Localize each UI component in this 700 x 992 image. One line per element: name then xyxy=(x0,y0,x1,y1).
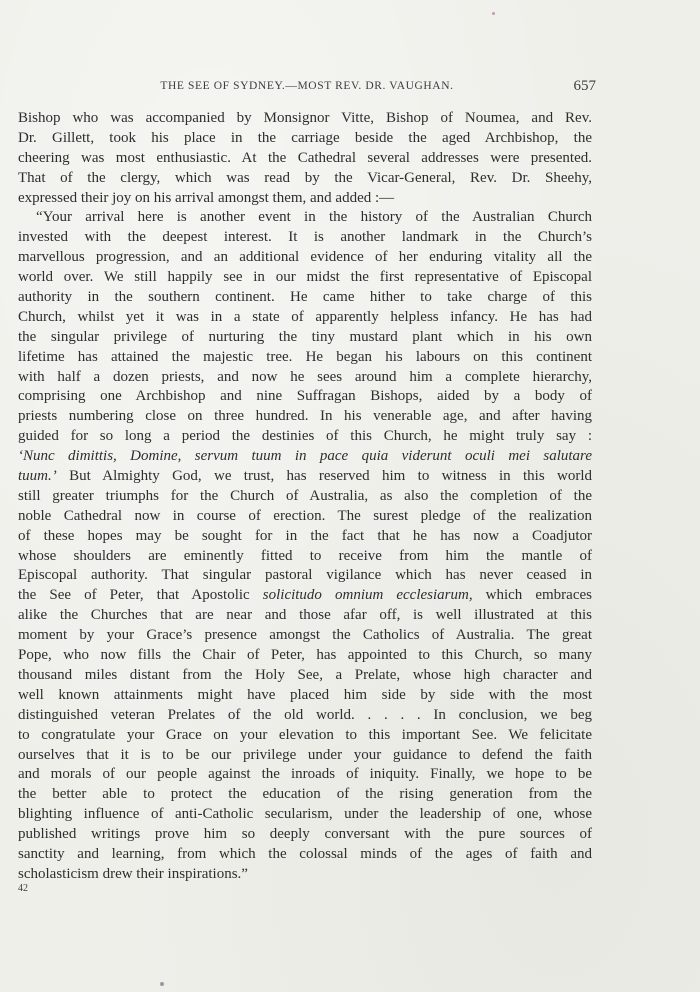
text-line: alike the Churches that are near and those afar off, is well illustrated at this xyxy=(18,607,592,624)
text-line: tuum.’ But Almighty God, we trust, has reserved him to witness in this world xyxy=(18,468,592,485)
text-line: the See of Peter, that Apostolic solicitudo omnium ecclesiarum, which embraces xyxy=(18,587,592,604)
text-line: world over. We still happily see in our midst the first representative of Episcopal xyxy=(18,269,592,286)
text-line: noble Cathedral now in course of erection. The surest pledge of the realization xyxy=(18,507,592,524)
text-line: Church, whilst yet it was in a state of apparently helpless infancy. He has had xyxy=(18,308,592,325)
text-line: well known attainments might have placed him side by side with the most xyxy=(18,686,592,703)
text-line: guided for so long a period the destinies of this Church, he might truly say : xyxy=(18,428,592,445)
page-number: 657 xyxy=(573,78,596,94)
text-line: invested with the deepest interest. It is another landmark in the Church’s xyxy=(18,229,592,246)
text-line: authority in the southern continent. He came hither to take charge of this xyxy=(18,289,592,306)
paper-speck xyxy=(160,982,164,986)
text-line: lifetime has attained the majestic tree. He began his labours on this continent xyxy=(18,348,592,365)
text-line: still greater triumphs for the Church of Australia, as also the completion of the xyxy=(18,487,592,504)
text-line: thousand miles distant from the Holy See, a Prelate, whose high character and xyxy=(18,666,592,683)
text-line: with half a dozen priests, and now he sees around him a complete hierarchy, xyxy=(18,368,592,385)
text-line: whose shoulders are eminently fitted to receive from him the mantle of xyxy=(18,547,592,564)
text-line: the singular privilege of nurturing the tiny mustard plant which in his own xyxy=(18,328,592,345)
text-line: distinguished veteran Prelates of the old world. . . . . In conclusion, we beg xyxy=(18,706,592,723)
text-line: scholasticism drew their inspirations.” xyxy=(18,865,248,882)
text-line: moment by your Grace’s presence amongst the Catholics of Australia. The great xyxy=(18,627,592,644)
paper-speck xyxy=(492,12,495,15)
text-line: Episcopal authority. That singular pastoral vigilance which has never ceased in xyxy=(18,567,592,584)
body-text xyxy=(18,109,592,885)
text-line: published writings prove him so deeply conversant with the pure sources of xyxy=(18,826,592,843)
text-line: sanctity and learning, from which the colossal minds of the ages of faith and xyxy=(18,845,592,862)
text-line: and morals of our people against the inroads of iniquity. Finally, we hope to be xyxy=(18,766,592,783)
text-line: the better able to protect the education of the rising generation from the xyxy=(18,786,592,803)
text-line: “Your arrival here is another event in the history of the Australian Church xyxy=(36,209,592,226)
page-header xyxy=(18,78,596,98)
text-line: cheering was most enthusiastic. At the Cathedral several addresses were presented. xyxy=(18,149,592,166)
text-line: ‘Nunc dimittis, Domine, servum tuum in pace quia viderunt oculi mei salutare xyxy=(18,448,592,465)
text-line: That of the clergy, which was read by the Vicar-General, Rev. Dr. Sheehy, xyxy=(18,169,592,186)
text-line: blighting influence of anti-Catholic secularism, under the leadership of one, whose xyxy=(18,806,592,823)
text-line: priests numbering close on three hundred. In his venerable age, and after having xyxy=(18,408,592,425)
text-line: of these hopes may be sought for in the fact that he has now a Coadjutor xyxy=(18,527,592,544)
text-line: to congratulate your Grace on your elevation to this important See. We felicitate xyxy=(18,726,592,743)
text-line: Dr. Gillett, took his place in the carriage beside the aged Archbishop, the xyxy=(18,129,592,146)
text-line: expressed their joy on his arrival amongst them, and added :— xyxy=(18,189,395,206)
signature-mark: 42 xyxy=(18,883,28,894)
text-line: Pope, who now fills the Chair of Peter, has appointed to this Church, so many xyxy=(18,647,592,664)
text-line: ourselves that it is to be our privilege under your guidance to defend the faith xyxy=(18,746,592,763)
text-line: Bishop who was accompanied by Monsignor Vitte, Bishop of Noumea, and Rev. xyxy=(18,110,592,126)
text-line: comprising one Archbishop and nine Suffragan Bishops, aided by a body of xyxy=(18,388,592,405)
text-line: marvellous progression, and an additional evidence of her enduring vitality all the xyxy=(18,249,592,266)
running-head: THE SEE OF SYDNEY.—MOST REV. DR. VAUGHAN. xyxy=(160,80,454,92)
